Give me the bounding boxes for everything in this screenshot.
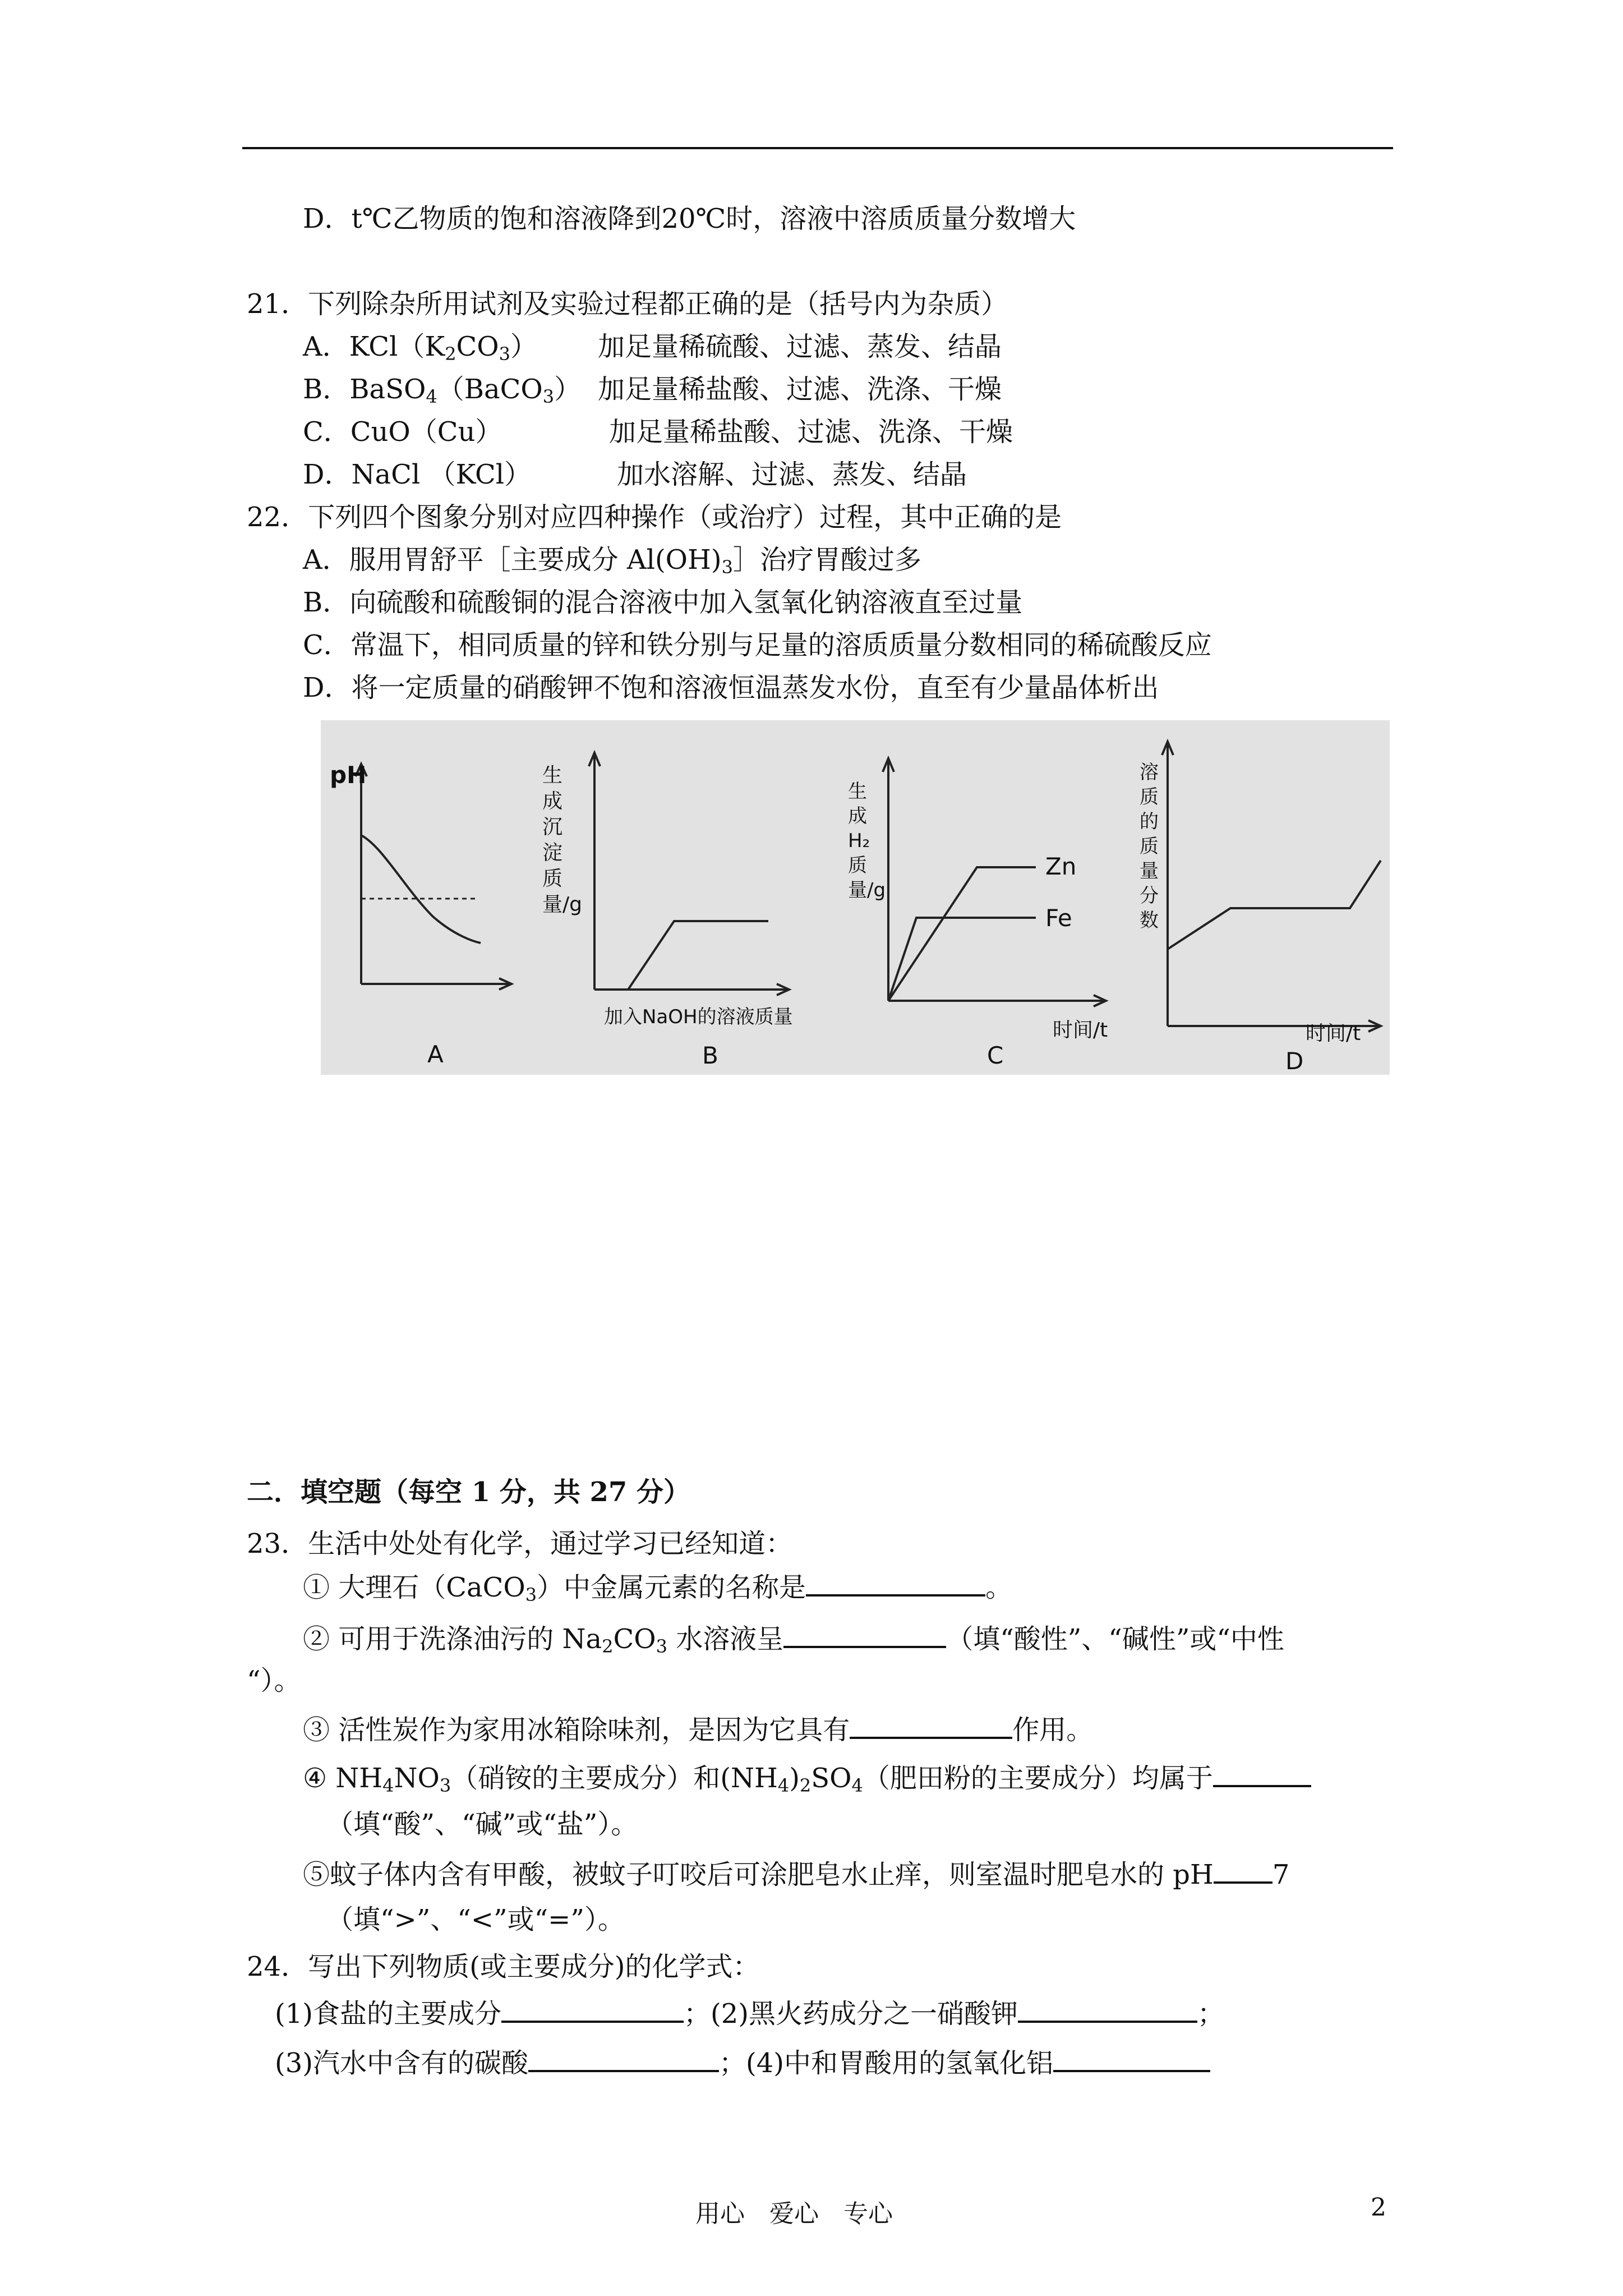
q21-option-d: D．NaCl （KCl） <box>303 459 532 490</box>
panel-b-letter: B <box>702 1042 718 1069</box>
panel-c-x-label: 时间/t <box>1053 1019 1108 1042</box>
q24-line1: (1)食盐的主要成分 ；(2)黑火药成分之一硝酸钾 ； <box>275 1996 1224 2031</box>
q21-option-c-method: 加足量稀盐酸、过滤、洗涤、干燥 <box>609 416 1013 448</box>
panel-b-line <box>628 921 768 990</box>
panel-d-x-label: 时间/t <box>1306 1022 1361 1045</box>
q22-option-d: D．将一定质量的硝酸钾不饱和溶液恒温蒸发水份，直至有少量晶体析出 <box>303 672 1159 703</box>
q24-blank-3[interactable] <box>528 2045 719 2072</box>
q22-stem: 22．下列四个图象分别对应四种操作（或治疗）过程，其中正确的是 <box>247 501 1062 533</box>
panel-c-series-fe: Fe <box>1045 904 1072 932</box>
q24-blank-1[interactable] <box>501 1996 684 2023</box>
q20-option-d: D．t℃乙物质的饱和溶液降到20℃时，溶液中溶质质量分数增大 <box>303 203 1076 234</box>
q24-blank-2[interactable] <box>1018 1996 1197 2023</box>
section2-title: 二．填空题（每空 1 分，共 27 分） <box>247 1476 691 1508</box>
q21-stem: 21．下列除杂所用试剂及实验过程都正确的是（括号内为杂质） <box>247 288 1008 320</box>
q22-option-b: B．向硫酸和硫酸铜的混合溶液中加入氢氧化钠溶液直至过量 <box>303 587 1023 618</box>
panel-c-series-zn: Zn <box>1045 853 1077 880</box>
q23-stem: 23．生活中处处有化学，通过学习已经知道： <box>247 1528 793 1559</box>
q23-item5: ⑤蚊子体内含有甲酸，被蚊子叮咬后可涂肥皂水止痒，则室温时肥皂水的 pH 7 <box>303 1857 1289 1892</box>
panel-a-letter: A <box>427 1041 444 1068</box>
q21-option-a-method: 加足量稀硫酸、过滤、蒸发、结晶 <box>598 331 1002 362</box>
q23-item4-blank[interactable] <box>1213 1760 1311 1787</box>
panel-c-letter: C <box>987 1042 1004 1069</box>
q23-item3-blank[interactable] <box>850 1712 1012 1739</box>
page-number: 2 <box>1371 2193 1386 2222</box>
panel-d-y-label: 溶质的质量分数 <box>1140 761 1159 932</box>
q21-option-d-method: 加水溶解、过滤、蒸发、结晶 <box>617 459 967 490</box>
q21-option-b: B．BaSO$_4$（BaCO$_3$） <box>303 374 582 407</box>
q23-item2: ② 可用于洗涤油污的 $Na_2CO_3$ 水溶液呈 （填“酸性”、“碱性”或“中性 <box>303 1621 1284 1656</box>
panel-c-y-label: 生成 H₂ 质量/g <box>848 780 886 901</box>
q24-blank-4[interactable] <box>1053 2045 1210 2072</box>
q22-option-c: C．常温下，相同质量的锌和铁分别与足量的溶质质量分数相同的稀硫酸反应 <box>303 629 1212 661</box>
panel-a-y-label: pH <box>330 761 367 789</box>
q21-option-b-method: 加足量稀盐酸、过滤、洗涤、干燥 <box>598 374 1002 405</box>
q23-item5-blank[interactable] <box>1214 1857 1272 1884</box>
q24-line2: (3)汽水中含有的碳酸 ；(4)中和胃酸用的氢氧化铝 <box>275 2045 1210 2080</box>
panel-c <box>883 758 1106 1006</box>
panel-a <box>356 764 511 990</box>
panel-d-letter: D <box>1285 1047 1304 1075</box>
panel-a-curve <box>361 835 481 943</box>
q23-item1: ① 大理石（CaCO$_3$）中金属元素的名称是 。 <box>303 1570 1012 1604</box>
panel-b <box>589 753 789 995</box>
q23-item2-cont: “）。 <box>247 1665 301 1696</box>
q23-item3: ③ 活性炭作为家用冰箱除味剂，是因为它具有 作用。 <box>303 1712 1093 1747</box>
q22-option-a: A．服用胃舒平［主要成分 $Al(OH)_3]$治疗胃酸过多 <box>303 544 921 578</box>
footer-motto: 用心 爱心 专心 <box>695 2200 893 2228</box>
panel-d-line <box>1168 861 1381 949</box>
header-rule <box>242 147 1393 149</box>
q23-item4-cont: （填“酸”、“碱”或“盐”）。 <box>326 1809 638 1840</box>
panel-b-x-label: 加入NaOH的溶液质量 <box>604 1006 793 1028</box>
panel-b-y-label: 生成沉淀质量/g <box>542 764 582 916</box>
q21-option-c: C．CuO（Cu） <box>303 416 502 448</box>
panel-d <box>1162 742 1381 1032</box>
q23-item1-blank[interactable] <box>806 1570 985 1596</box>
q23-item4: ④ $NH_4NO_3$（硝铵的主要成分）和$(NH_4)_2SO_4$（肥田粉的主要成分）均属于 <box>303 1760 1311 1795</box>
panel-c-fe-line <box>888 918 1036 1001</box>
q22-graph-figure <box>321 720 1390 1075</box>
q21-option-a: A．$KCl(K_2CO_3)$ <box>303 331 537 365</box>
q23-item2-blank[interactable] <box>783 1621 946 1648</box>
q23-item5-cont: （填“>”、“<”或“=”）。 <box>326 1904 625 1935</box>
q24-stem: 24．写出下列物质(或主要成分)的化学式： <box>247 1951 760 1982</box>
